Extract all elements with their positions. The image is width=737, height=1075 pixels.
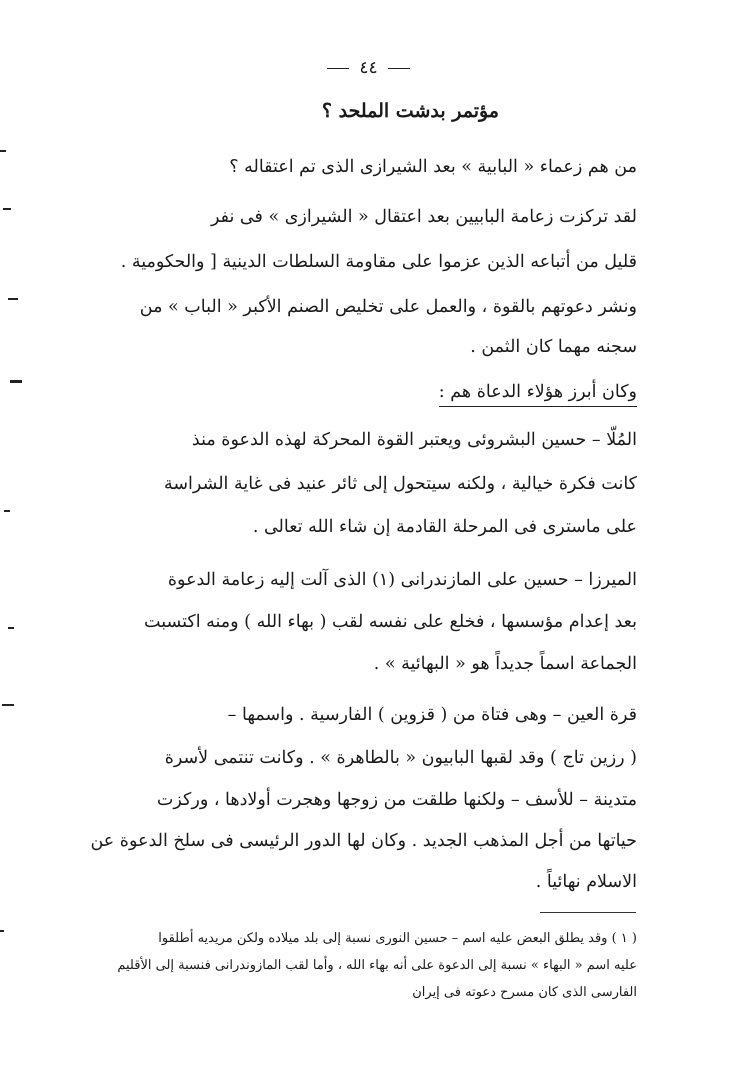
paragraph1-line: لقد تركزت زعامة البابيين بعد اعتقال « الشيرازى » فى نفر (210, 207, 637, 227)
footnote-line: ( ١ ) وقد يطلق البعض عليه اسم – حسين النورى نسبة إلى بلد ميلاده ولكن مريديه أطلقوا (158, 931, 637, 946)
item1-line: المُلّا – حسين البشروئى ويعتبر القوة المحركة لهذه الدعوة منذ (191, 430, 637, 450)
scan-mark (10, 380, 22, 383)
scan-mark (0, 150, 6, 152)
item3-line: قرة العين – وهى فتاة من ( قزوين ) الفارسية . واسمها – (227, 705, 637, 725)
paragraph1-line: ونشر دعوتهم بالقوة ، والعمل على تخليص الصنم الأكبر « الباب » من (139, 297, 637, 317)
paragraph1-line: قليل من أتباعه الذين عزموا على مقاومة السلطات الدينية [ والحكومية . (120, 252, 637, 272)
scan-mark (0, 930, 4, 932)
scan-mark (4, 510, 10, 512)
item1-line: على ماسترى فى المرحلة القادمة إن شاء الله تعالى . (252, 517, 637, 537)
footnote-line: الفارسى الذى كان مسرح دعوته فى إيران (412, 985, 637, 1000)
footnote-line: عليه اسم « البهاء » نسبة إلى الدعوة على أنه بهاء الله ، وأما لقب المازوندرانى فنسبة إلى الأقليم (117, 958, 637, 973)
scan-mark (3, 208, 11, 210)
page-number-value: ٤٤ (359, 58, 378, 78)
item2-line: بعد إعدام مؤسسها ، فخلع على نفسه لقب ( بهاء الله ) ومنه اكتسبت (144, 612, 637, 632)
section-heading: مؤتمر بدشت الملحد ؟ (321, 100, 499, 122)
dash-right (388, 68, 410, 69)
item1-line: كانت فكرة خيالية ، ولكنه سيتحول إلى ثائر عنيد فى غاية الشراسة (164, 474, 637, 494)
item3-line: متدينة – للأسف – ولكنها طلقت من زوجها وهجرت أولادها ، وركزت (156, 790, 637, 810)
item2-line: الجماعة اسماً جديداً هو « البهائية » . (373, 654, 637, 674)
item2-line: الميرزا – حسين على المازندرانى (١) الذى آلت إليه زعامة الدعوة (167, 570, 637, 590)
dash-left (327, 68, 349, 69)
scan-mark (8, 627, 14, 629)
item3-line: الاسلام نهائياً . (535, 872, 637, 892)
paragraph1-line: سجنه مهما كان الثمن . (470, 337, 637, 357)
footnote-rule (540, 912, 636, 913)
scan-mark (2, 704, 14, 706)
item3-line: ( رزين تاج ) وقد لقبها البابيون « بالطاهرة » . وكانت تنتمى لأسرة (164, 748, 637, 768)
leaders-intro-text: وكان أبرز هؤلاء الدعاة هم : (439, 382, 637, 407)
page-number (0, 58, 737, 78)
scan-mark (8, 298, 18, 300)
item3-line: حياتها من أجل المذهب الجديد . وكان لها الدور الرئيسى فى سلخ الدعوة عن (90, 831, 637, 851)
leaders-intro (439, 380, 637, 404)
question-line: من هم زعماء « البابية » بعد الشيرازى الذى تم اعتقاله ؟ (229, 157, 637, 177)
